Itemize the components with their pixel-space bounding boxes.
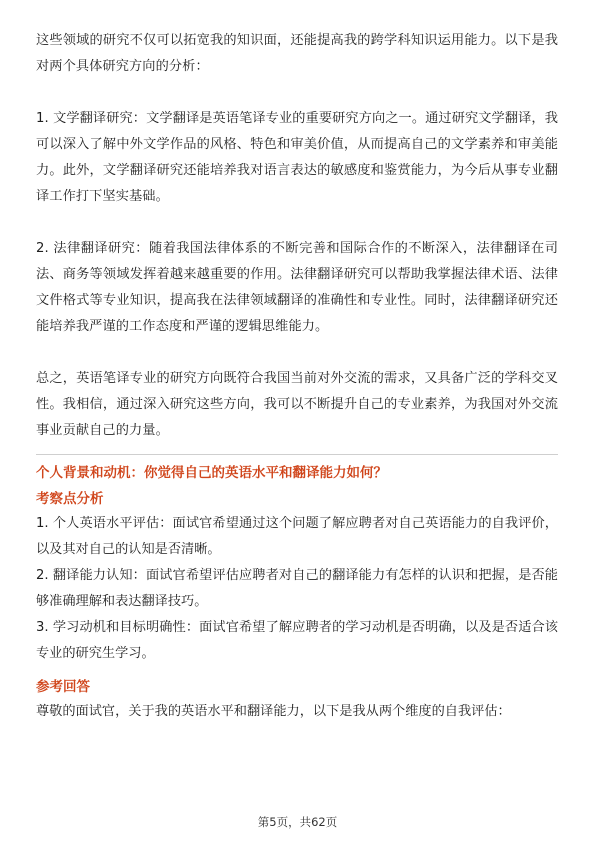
spacer — [36, 210, 558, 236]
analysis-heading: 考察点分析 — [36, 491, 104, 507]
intro-paragraph: 这些领域的研究不仅可以拓宽我的知识面，还能提高我的跨学科知识运用能力。以下是我对两个具体研究方向的分析： — [36, 33, 558, 74]
answer-heading: 参考回答 — [36, 679, 90, 695]
answer-text: 尊敬的面试官，关于我的英语水平和翻译能力，以下是我从两个维度的自我评估： — [36, 704, 511, 719]
literary-translation-paragraph: 1. 文学翻译研究：文学翻译是英语笔译专业的重要研究方向之一。通过研究文学翻译，我可以深入了解中外文学作品的风格、特色和审美价值，从而提高自己的文学素养和审美能力。此外，文学翻译研究还能培养我对语言表达的敏感度和鉴赏能力，为今后从事专业翻译工作打下坚实基础。 — [36, 111, 558, 204]
analysis-point: 3. 学习动机和目标明确性：面试官希望了解应聘者的学习动机是否明确，以及是否适合该专业的研究生学习。 — [36, 620, 558, 661]
spacer — [36, 340, 558, 366]
analysis-point: 2. 翻译能力认知：面试官希望评估应聘者对自己的翻译能力有怎样的认识和把握，是否能够准确理解和表达翻译技巧。 — [36, 568, 558, 609]
question-title: 个人背景和动机：你觉得自己的英语水平和翻译能力如何？ — [36, 465, 387, 481]
page-number: 第5页，共62页 — [257, 815, 338, 829]
document-body — [36, 28, 558, 725]
legal-translation-paragraph: 2. 法律翻译研究：随着我国法律体系的不断完善和国际合作的不断深入，法律翻译在司法、商务等领域发挥着越来越重要的作用。法律翻译研究可以帮助我掌握法律术语、法律文件格式等专业知识，提高我在法律领域翻译的准确性和专业性。同时，法律翻译研究还能培养我严谨的工作态度和严谨的逻辑思维能力。 — [36, 241, 558, 334]
spacer — [36, 80, 558, 106]
summary-paragraph: 总之，英语笔译专业的研究方向既符合我国当前对外交流的需求，又具备广泛的学科交叉性。我相信，通过深入研究这些方向，我可以不断提升自己的专业素养，为我国对外交流事业贡献自己的力量。 — [36, 371, 558, 438]
analysis-point: 1. 个人英语水平评估：面试官希望通过这个问题了解应聘者对自己英语能力的自我评价，以及其对自己的认知是否清晰。 — [36, 516, 558, 557]
section-divider — [36, 454, 558, 455]
